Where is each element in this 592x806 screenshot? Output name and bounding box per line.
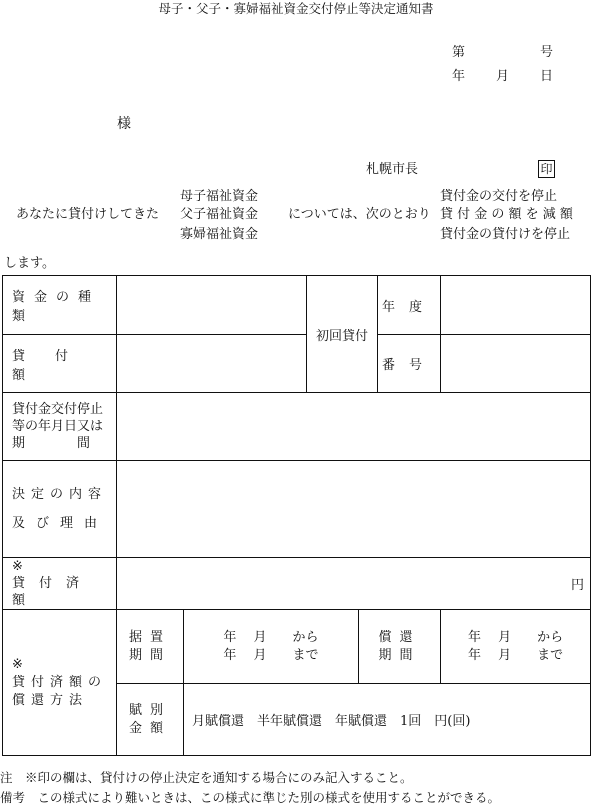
grace-period-value[interactable]	[184, 610, 359, 684]
lent-amount-value[interactable]	[117, 558, 591, 610]
fiscal-year-label: 年度	[382, 299, 437, 315]
action-1: 貸付金の交付を停止	[440, 189, 558, 204]
middle-text: については、次のとおり	[288, 207, 431, 222]
fund-type-1: 母子福祉資金	[180, 189, 259, 204]
lead-text: あなたに貸付けしてきた	[16, 207, 160, 222]
seal-mark	[538, 160, 555, 178]
fund-type-label: 資金の種類	[12, 290, 101, 324]
decision-label-line-2: 及び理由	[12, 516, 109, 531]
repay-from: 年 月 から	[467, 629, 564, 645]
number-suffix: 号	[540, 45, 554, 60]
lent-amount-label: 貸付済額	[12, 576, 94, 608]
installment-label-line-1: 賦別	[128, 702, 171, 718]
repay-period-label-cell	[359, 610, 441, 684]
number-value[interactable]	[441, 335, 591, 393]
loan-amount-value[interactable]	[117, 335, 307, 393]
loan-amount-label: 貸付額	[12, 348, 99, 383]
addressee-suffix: 様	[117, 116, 131, 132]
fund-type-3: 寡婦福祉資金	[180, 227, 259, 242]
repay-label-line-1: 貸付済額の	[12, 674, 108, 690]
grace-from: 年 月 から	[223, 629, 319, 645]
fund-type-2: 父子福祉資金	[180, 207, 259, 222]
installment-label-line-2: 金額	[128, 720, 171, 736]
lent-amount-label-cell	[3, 558, 117, 610]
repay-method-label-cell	[3, 610, 117, 756]
seal-text: 印	[538, 160, 555, 178]
issuer-name: 札幌市長	[366, 162, 419, 177]
stop-date-label-cell	[3, 393, 117, 461]
decision-label-cell	[3, 461, 117, 558]
repay-period-label-line-1: 償還	[378, 629, 421, 645]
grace-label-line-2: 期間	[128, 647, 171, 663]
stop-date-label-line-3: 期 間	[12, 436, 91, 451]
fiscal-year-label-cell	[378, 276, 441, 335]
repay-period-value[interactable]	[441, 610, 591, 684]
fiscal-year-value[interactable]	[441, 276, 591, 335]
repay-period-label-line-2: 期間	[378, 647, 421, 663]
date-day: 日	[540, 69, 554, 84]
yen-unit: 円	[571, 578, 585, 593]
number-label: 番号	[382, 358, 437, 373]
date-month: 月	[496, 69, 510, 84]
lent-amount-mark: ※	[12, 559, 23, 574]
installment-options[interactable]: 月賦償還 半年賦償還 年賦償還 1回 円(回)	[184, 684, 591, 756]
repay-label-line-2: 償還方法	[12, 692, 89, 708]
number-prefix: 第	[452, 45, 466, 60]
repay-to: 年 月 まで	[467, 647, 564, 663]
action-2: 貸 付 金 の 額 を 減 額	[440, 207, 573, 222]
note-1: 注 ※印の欄は、貸付けの停止決定を通知する場合にのみ記入すること。	[0, 770, 413, 785]
grace-label-cell	[117, 610, 184, 684]
action-3: 貸付金の貸付けを停止	[440, 227, 571, 242]
decision-value[interactable]	[117, 461, 591, 558]
installment-label-cell	[117, 684, 184, 756]
decision-label-line-1: 決定の内容	[12, 487, 108, 502]
initial-loan-label: 初回貸付	[316, 328, 369, 344]
loan-amount-label-cell	[3, 335, 117, 393]
stop-date-label-line-1: 貸付金交付停止	[12, 402, 104, 417]
number-label-cell	[378, 335, 441, 393]
grace-label-line-1: 据置	[128, 629, 171, 645]
repay-mark: ※	[12, 656, 23, 672]
stop-date-label-line-2: 等の年月日又は	[12, 419, 104, 434]
initial-loan-label-cell	[307, 276, 378, 393]
stop-date-value[interactable]	[117, 393, 591, 461]
fund-type-label-cell	[3, 276, 117, 335]
note-2: 備考 この様式により難いときは、この様式に準じた別の様式を使用することができる。	[0, 790, 501, 805]
grace-to: 年 月 まで	[223, 647, 319, 663]
decision-form-table	[2, 275, 591, 756]
date-year: 年	[452, 69, 466, 84]
fund-type-value[interactable]	[117, 276, 307, 335]
document-title: 母子・父子・寡婦福祉資金交付停止等決定通知書	[158, 1, 434, 16]
closing-text: します。	[4, 256, 55, 271]
